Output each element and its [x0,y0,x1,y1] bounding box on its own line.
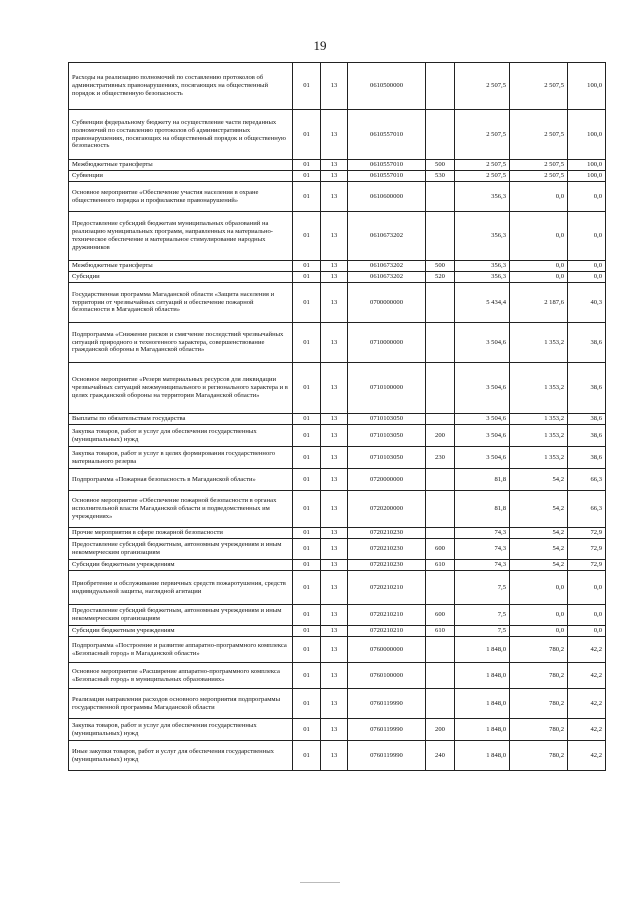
cell-subsection: 13 [321,63,348,110]
cell-percent: 0,0 [568,626,606,637]
cell-target-code: 0610557010 [348,171,426,182]
cell-subsection: 13 [321,272,348,283]
cell-section: 01 [293,491,321,528]
cell-fact-amount: 2 187,6 [510,283,568,323]
table-row [69,741,606,771]
table-row [69,182,606,212]
cell-plan-amount: 1 848,0 [455,719,510,741]
cell-name: Межбюджетные трансферты [69,160,293,171]
cell-section: 01 [293,560,321,571]
table-row [69,689,606,719]
table-body [69,63,606,771]
cell-percent: 0,0 [568,182,606,212]
cell-name: Предоставление субсидий бюджетам муниципальных образований на реализацию муниципальных программ, направленных на материально-техническое обеспечение и материальное стимулирование народных дружинников [69,212,293,261]
cell-fact-amount: 780,2 [510,689,568,719]
cell-fact-amount: 54,2 [510,469,568,491]
cell-target-code: 0610500000 [348,63,426,110]
cell-name: Выплаты по обязательствам государства [69,414,293,425]
cell-target-code: 0610600000 [348,182,426,212]
cell-name: Субсидии бюджетным учреждениям [69,560,293,571]
cell-fact-amount: 1 353,2 [510,447,568,469]
table-row [69,272,606,283]
table-row [69,637,606,663]
cell-subsection: 13 [321,425,348,447]
cell-fact-amount: 54,2 [510,528,568,539]
cell-percent: 100,0 [568,63,606,110]
cell-plan-amount: 81,8 [455,469,510,491]
cell-section: 01 [293,663,321,689]
cell-plan-amount: 3 504,6 [455,323,510,363]
cell-expense-type [426,637,455,663]
cell-target-code: 0720210210 [348,605,426,626]
table-row [69,663,606,689]
cell-fact-amount: 1 353,2 [510,363,568,414]
cell-expense-type [426,663,455,689]
cell-expense-type [426,571,455,605]
cell-fact-amount: 0,0 [510,605,568,626]
cell-name: Основное мероприятие «Обеспечение участия населения в охране общественного порядка и профилактике правонарушений» [69,182,293,212]
cell-section: 01 [293,447,321,469]
cell-expense-type [426,182,455,212]
cell-subsection: 13 [321,363,348,414]
cell-fact-amount: 780,2 [510,741,568,771]
cell-section: 01 [293,469,321,491]
cell-target-code: 0720210230 [348,528,426,539]
cell-subsection: 13 [321,560,348,571]
cell-section: 01 [293,626,321,637]
cell-expense-type: 240 [426,741,455,771]
cell-section: 01 [293,160,321,171]
cell-subsection: 13 [321,160,348,171]
cell-fact-amount: 2 507,5 [510,171,568,182]
cell-plan-amount: 74,3 [455,560,510,571]
cell-section: 01 [293,741,321,771]
cell-subsection: 13 [321,182,348,212]
cell-fact-amount: 780,2 [510,637,568,663]
cell-target-code: 0760119990 [348,741,426,771]
cell-target-code: 0760119990 [348,719,426,741]
cell-expense-type: 600 [426,605,455,626]
table-row [69,212,606,261]
table-row [69,171,606,182]
cell-section: 01 [293,425,321,447]
cell-percent: 0,0 [568,571,606,605]
cell-percent: 66,3 [568,469,606,491]
table-row [69,469,606,491]
table-row [69,363,606,414]
cell-section: 01 [293,689,321,719]
cell-target-code: 0710000000 [348,323,426,363]
cell-percent: 38,6 [568,363,606,414]
cell-target-code: 0720200000 [348,491,426,528]
cell-target-code: 0720210230 [348,560,426,571]
cell-plan-amount: 3 504,6 [455,425,510,447]
cell-percent: 42,2 [568,741,606,771]
cell-section: 01 [293,605,321,626]
cell-expense-type: 200 [426,719,455,741]
budget-table [68,62,606,771]
cell-percent: 40,3 [568,283,606,323]
cell-plan-amount: 2 507,5 [455,171,510,182]
cell-name: Закупка товаров, работ и услуг для обеспечения государственных (муниципальных) нужд [69,719,293,741]
cell-target-code: 0610673202 [348,212,426,261]
table-row [69,323,606,363]
cell-section: 01 [293,528,321,539]
cell-plan-amount: 2 507,5 [455,160,510,171]
cell-section: 01 [293,171,321,182]
cell-subsection: 13 [321,469,348,491]
cell-fact-amount: 0,0 [510,212,568,261]
cell-fact-amount: 0,0 [510,571,568,605]
cell-subsection: 13 [321,663,348,689]
cell-section: 01 [293,110,321,160]
cell-fact-amount: 0,0 [510,272,568,283]
cell-percent: 42,2 [568,689,606,719]
cell-target-code: 0710100000 [348,363,426,414]
cell-plan-amount: 356,3 [455,272,510,283]
cell-subsection: 13 [321,261,348,272]
cell-plan-amount: 74,3 [455,528,510,539]
cell-expense-type [426,323,455,363]
cell-name: Межбюджетные трансферты [69,261,293,272]
cell-target-code: 0710103050 [348,414,426,425]
table-row [69,605,606,626]
cell-percent: 0,0 [568,212,606,261]
cell-expense-type: 520 [426,272,455,283]
cell-target-code: 0610557010 [348,110,426,160]
cell-expense-type [426,363,455,414]
cell-target-code: 0760000000 [348,637,426,663]
cell-plan-amount: 7,5 [455,605,510,626]
cell-expense-type: 230 [426,447,455,469]
cell-subsection: 13 [321,689,348,719]
cell-target-code: 0720210210 [348,626,426,637]
cell-subsection: 13 [321,571,348,605]
cell-name: Основное мероприятие «Расширение аппаратно-программного комплекса «Безопасный город» в муниципальных образованиях» [69,663,293,689]
table-row [69,719,606,741]
cell-percent: 42,2 [568,663,606,689]
cell-expense-type [426,469,455,491]
cell-plan-amount: 356,3 [455,212,510,261]
cell-target-code: 0720210210 [348,571,426,605]
table-row [69,560,606,571]
cell-percent: 100,0 [568,110,606,160]
cell-subsection: 13 [321,110,348,160]
cell-fact-amount: 0,0 [510,261,568,272]
cell-percent: 42,2 [568,637,606,663]
table-row [69,571,606,605]
cell-fact-amount: 54,2 [510,560,568,571]
cell-name: Субвенции [69,171,293,182]
cell-target-code: 0700000000 [348,283,426,323]
table-row [69,626,606,637]
cell-section: 01 [293,539,321,560]
cell-name: Основное мероприятие «Резерв материальных ресурсов для ликвидации чрезвычайных ситуаций межмуниципального и регионального характера и в целях гражданской обороны на территории Магаданской области» [69,363,293,414]
cell-section: 01 [293,272,321,283]
cell-plan-amount: 1 848,0 [455,637,510,663]
cell-target-code: 0610673202 [348,272,426,283]
table-row [69,491,606,528]
cell-name: Субсидии [69,272,293,283]
cell-percent: 42,2 [568,719,606,741]
cell-expense-type: 600 [426,539,455,560]
cell-plan-amount: 2 507,5 [455,110,510,160]
cell-expense-type: 500 [426,160,455,171]
cell-section: 01 [293,283,321,323]
table-row [69,539,606,560]
cell-fact-amount: 54,2 [510,491,568,528]
cell-subsection: 13 [321,212,348,261]
cell-target-code: 0760100000 [348,663,426,689]
cell-section: 01 [293,63,321,110]
cell-name: Прочие мероприятия в сфере пожарной безопасности [69,528,293,539]
cell-name: Подпрограмма «Пожарная безопасность в Магаданской области» [69,469,293,491]
cell-name: Реализация направления расходов основного мероприятия подпрограммы государственной программы Магаданской области [69,689,293,719]
cell-fact-amount: 2 507,5 [510,160,568,171]
cell-fact-amount: 1 353,2 [510,414,568,425]
cell-expense-type [426,63,455,110]
cell-expense-type [426,283,455,323]
cell-subsection: 13 [321,741,348,771]
cell-fact-amount: 780,2 [510,663,568,689]
cell-name: Подпрограмма «Снижение рисков и смягчение последствий чрезвычайных ситуаций природного и техногенного характера, совершенствование гражданской обороны в Магаданской области» [69,323,293,363]
cell-fact-amount: 2 507,5 [510,63,568,110]
cell-subsection: 13 [321,491,348,528]
cell-fact-amount: 1 353,2 [510,323,568,363]
cell-target-code: 0710103050 [348,447,426,469]
cell-subsection: 13 [321,719,348,741]
cell-name: Субсидии бюджетным учреждениям [69,626,293,637]
cell-target-code: 0720000000 [348,469,426,491]
cell-plan-amount: 3 504,6 [455,363,510,414]
cell-section: 01 [293,261,321,272]
cell-section: 01 [293,414,321,425]
cell-percent: 38,6 [568,425,606,447]
cell-plan-amount: 356,3 [455,261,510,272]
cell-expense-type [426,110,455,160]
cell-plan-amount: 3 504,6 [455,414,510,425]
cell-percent: 72,9 [568,528,606,539]
cell-subsection: 13 [321,447,348,469]
cell-percent: 0,0 [568,272,606,283]
cell-plan-amount: 1 848,0 [455,741,510,771]
cell-subsection: 13 [321,528,348,539]
cell-name: Иные закупки товаров, работ и услуг для обеспечения государственных (муниципальных) нужд [69,741,293,771]
cell-name: Государственная программа Магаданской области «Защита населения и территории от чрезвычайных ситуаций и обеспечение пожарной безопасности в Магаданской области» [69,283,293,323]
cell-section: 01 [293,363,321,414]
cell-expense-type: 200 [426,425,455,447]
cell-subsection: 13 [321,605,348,626]
cell-plan-amount: 7,5 [455,626,510,637]
cell-name: Субвенции федеральному бюджету на осуществление части переданных полномочий по составлению протоколов об административных правонарушениях, посягающих на общественный порядок и общественную безопасность [69,110,293,160]
cell-target-code: 0610673202 [348,261,426,272]
cell-percent: 72,9 [568,539,606,560]
cell-section: 01 [293,571,321,605]
cell-target-code: 0720210230 [348,539,426,560]
cell-expense-type [426,491,455,528]
table-row [69,283,606,323]
cell-percent: 38,6 [568,447,606,469]
cell-name: Предоставление субсидий бюджетным, автономным учреждениям и иным некоммерческим организациям [69,605,293,626]
cell-plan-amount: 2 507,5 [455,63,510,110]
cell-plan-amount: 356,3 [455,182,510,212]
cell-subsection: 13 [321,323,348,363]
cell-subsection: 13 [321,637,348,663]
cell-percent: 38,6 [568,414,606,425]
table-row [69,528,606,539]
cell-percent: 72,9 [568,560,606,571]
cell-subsection: 13 [321,283,348,323]
cell-percent: 66,3 [568,491,606,528]
cell-fact-amount: 0,0 [510,626,568,637]
cell-plan-amount: 3 504,6 [455,447,510,469]
cell-fact-amount: 2 507,5 [510,110,568,160]
table-row [69,447,606,469]
cell-expense-type: 500 [426,261,455,272]
cell-expense-type [426,689,455,719]
cell-plan-amount: 74,3 [455,539,510,560]
cell-percent: 0,0 [568,261,606,272]
cell-subsection: 13 [321,539,348,560]
cell-name: Приобретение и обслуживание первичных средств пожаротушения, средств индивидуальной защиты, наглядной агитации [69,571,293,605]
cell-plan-amount: 1 848,0 [455,689,510,719]
table-row [69,414,606,425]
cell-name: Расходы на реализацию полномочий по составлению протоколов об административных правонарушениях, посягающих на общественный порядок и общественную безопасность [69,63,293,110]
cell-name: Подпрограмма «Построение и развитие аппаратно-программного комплекса «Безопасный город» в Магаданской области» [69,637,293,663]
table-row [69,425,606,447]
table-row [69,261,606,272]
cell-percent: 38,6 [568,323,606,363]
table-row [69,63,606,110]
table-row [69,160,606,171]
cell-section: 01 [293,182,321,212]
cell-name: Закупка товаров, работ и услуг для обеспечения государственных (муниципальных) нужд [69,425,293,447]
cell-section: 01 [293,323,321,363]
cell-subsection: 13 [321,171,348,182]
cell-expense-type: 610 [426,560,455,571]
cell-plan-amount: 7,5 [455,571,510,605]
cell-plan-amount: 5 434,4 [455,283,510,323]
table-row [69,110,606,160]
cell-percent: 100,0 [568,171,606,182]
cell-fact-amount: 0,0 [510,182,568,212]
cell-expense-type: 530 [426,171,455,182]
cell-section: 01 [293,719,321,741]
cell-target-code: 0760119990 [348,689,426,719]
cell-expense-type [426,212,455,261]
cell-expense-type [426,414,455,425]
cell-name: Основное мероприятие «Обеспечение пожарной безопасности в органах исполнительной власти Магаданской области и подведомственных им учреждениях» [69,491,293,528]
cell-name: Закупка товаров, работ и услуг в целях формирования государственного материального резерва [69,447,293,469]
cell-target-code: 0610557010 [348,160,426,171]
cell-expense-type: 610 [426,626,455,637]
cell-expense-type [426,528,455,539]
cell-plan-amount: 1 848,0 [455,663,510,689]
cell-plan-amount: 81,8 [455,491,510,528]
page-number: 19 [313,38,327,53]
cell-percent: 100,0 [568,160,606,171]
cell-subsection: 13 [321,414,348,425]
scan-mark [300,882,340,883]
cell-name: Предоставление субсидий бюджетным, автономным учреждениям и иным некоммерческим организациям [69,539,293,560]
cell-subsection: 13 [321,626,348,637]
cell-fact-amount: 54,2 [510,539,568,560]
cell-percent: 0,0 [568,605,606,626]
cell-fact-amount: 780,2 [510,719,568,741]
cell-section: 01 [293,212,321,261]
cell-section: 01 [293,637,321,663]
cell-target-code: 0710103050 [348,425,426,447]
cell-fact-amount: 1 353,2 [510,425,568,447]
